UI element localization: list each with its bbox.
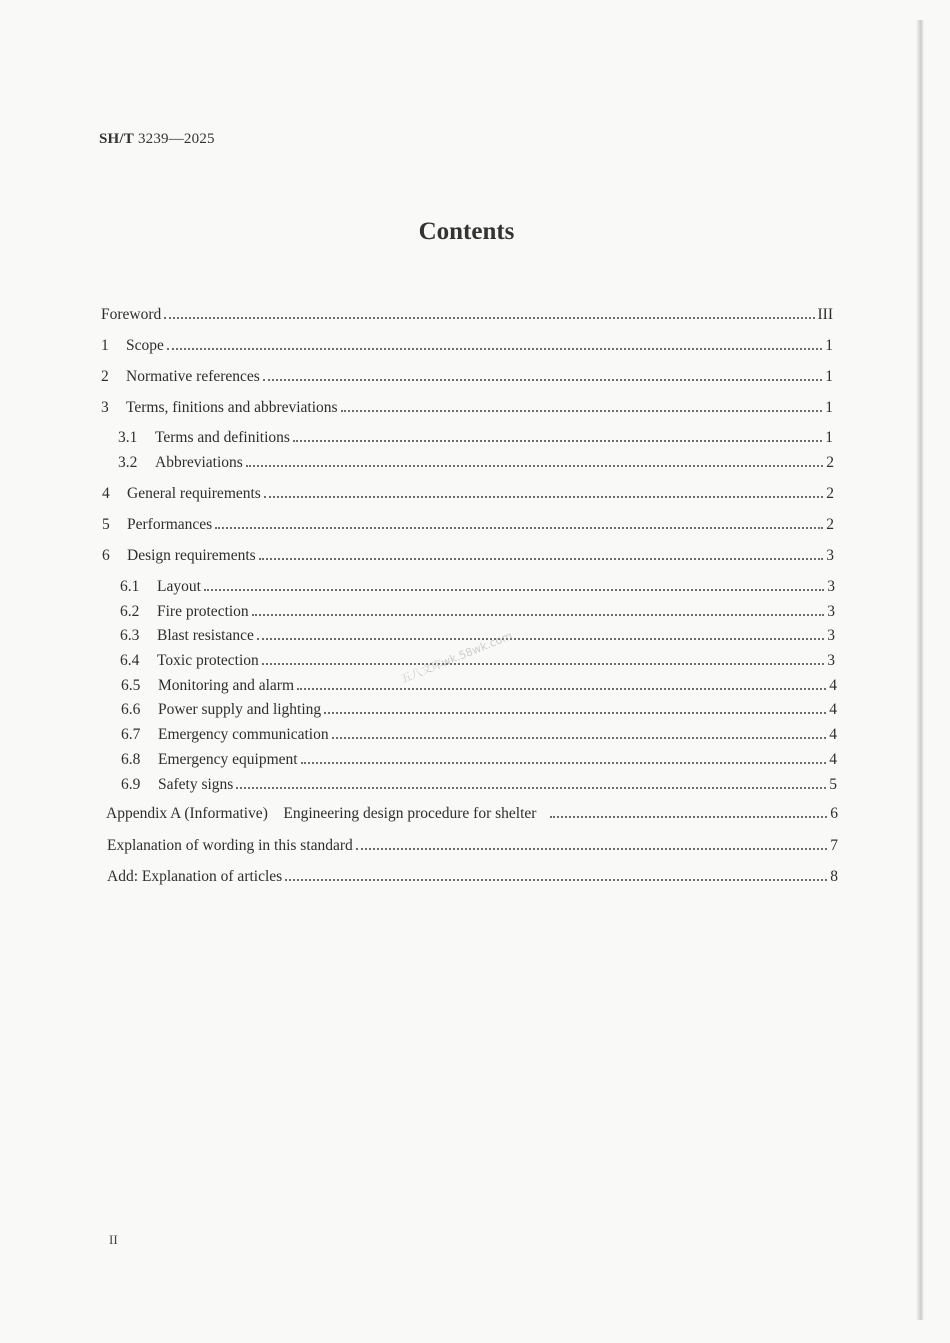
toc-entry-page: 6 xyxy=(830,805,838,822)
toc-entry-explanation-wording[interactable] xyxy=(107,837,838,855)
toc-entry-number: 6.6 xyxy=(121,701,141,718)
toc-entry-normative-references[interactable] xyxy=(101,368,833,386)
toc-entry-general-requirements[interactable] xyxy=(102,485,834,503)
toc-entry-page: 3 xyxy=(826,547,834,564)
dot-leader xyxy=(236,786,826,789)
dot-leader xyxy=(324,711,826,714)
toc-entry-scope[interactable] xyxy=(101,337,833,355)
toc-entry-page: 7 xyxy=(830,837,838,854)
standard-code xyxy=(99,131,215,148)
toc-entry-number: 6.4 xyxy=(120,652,140,669)
toc-entry-monitoring-alarm[interactable] xyxy=(121,677,837,695)
toc-entry-number: 6.3 xyxy=(120,627,140,644)
toc-entry-layout[interactable] xyxy=(120,578,835,596)
toc-entry-explanation-articles[interactable] xyxy=(107,868,838,886)
toc-entry-page: 1 xyxy=(825,399,833,416)
watermark-text: 五八文库wk.58wk.com xyxy=(398,629,515,686)
toc-entry-number: 6.9 xyxy=(121,776,141,793)
toc-entry-emergency-communication[interactable] xyxy=(121,726,837,744)
toc-entry-page: 1 xyxy=(825,429,833,446)
toc-entry-page: 4 xyxy=(829,751,837,768)
toc-entry-page: 4 xyxy=(829,726,837,743)
toc-entry-number: 6.7 xyxy=(121,726,141,743)
dot-leader xyxy=(285,878,827,881)
toc-entry-page: 1 xyxy=(825,337,833,354)
dot-leader xyxy=(167,347,822,350)
toc-entry-label: Performances xyxy=(127,516,213,533)
dot-leader xyxy=(252,613,825,616)
toc-entry-label: Toxic protection xyxy=(157,652,259,669)
dot-leader xyxy=(259,557,824,560)
dot-leader xyxy=(301,761,827,764)
toc-entry-label: Add: Explanation of articles xyxy=(107,868,283,885)
toc-entry-label: Monitoring and alarm xyxy=(158,677,295,694)
toc-entry-label: Abbreviations xyxy=(155,454,243,471)
toc-entry-label: Design requirements xyxy=(127,547,256,564)
dot-leader xyxy=(550,815,827,818)
toc-entry-page: 2 xyxy=(826,485,834,502)
toc-entry-label: Foreword xyxy=(101,306,162,323)
toc-entry-number: 2 xyxy=(101,368,109,385)
page-title: Contents xyxy=(418,218,515,245)
toc-entry-number: 6.2 xyxy=(120,603,140,620)
page-edge-shadow xyxy=(916,20,924,1320)
toc-entry-design-requirements[interactable] xyxy=(102,547,834,565)
dot-leader xyxy=(263,378,822,381)
dot-leader xyxy=(215,526,823,529)
toc-entry-page: 1 xyxy=(825,368,833,385)
toc-entry-fire-protection[interactable] xyxy=(120,603,835,621)
toc-entry-label: Layout xyxy=(157,578,201,595)
toc-entry-label: Terms and definitions xyxy=(155,429,290,446)
toc-entry-page: 5 xyxy=(829,776,837,793)
toc-entry-label: Power supply and lighting xyxy=(158,701,322,718)
standard-number: 3239—2025 xyxy=(137,131,215,147)
toc-entry-number: 6.1 xyxy=(120,578,140,595)
toc-entry-number: 6 xyxy=(102,547,110,564)
toc-entry-label: Appendix A (Informative) Engineering design procedure for shelter xyxy=(106,805,537,822)
toc-entry-label: General requirements xyxy=(127,485,261,502)
toc-entry-label: Normative references xyxy=(126,368,260,385)
toc-entry-page: III xyxy=(817,306,833,323)
toc-entry-page: 3 xyxy=(827,578,835,595)
toc-entry-number: 4 xyxy=(102,485,110,502)
toc-entry-emergency-equipment[interactable] xyxy=(121,751,837,769)
toc-entry-page: 2 xyxy=(826,454,834,471)
toc-entry-power-supply[interactable] xyxy=(121,701,837,719)
toc-entry-page: 8 xyxy=(830,868,838,885)
toc-entry-label: Blast resistance xyxy=(157,627,254,644)
toc-entry-page: 4 xyxy=(829,701,837,718)
toc-entry-terms-definitions[interactable] xyxy=(118,429,833,447)
dot-leader xyxy=(264,495,823,498)
dot-leader xyxy=(262,662,824,665)
toc-entry-number: 3.2 xyxy=(118,454,138,471)
toc-entry-number: 1 xyxy=(101,337,109,354)
toc-entry-terms[interactable] xyxy=(101,399,833,417)
toc-entry-page: 3 xyxy=(827,652,835,669)
dot-leader xyxy=(257,637,824,640)
dot-leader xyxy=(341,409,823,412)
toc-entry-page: 3 xyxy=(827,603,835,620)
toc-entry-label: Scope xyxy=(126,337,164,354)
toc-entry-number: 3.1 xyxy=(118,429,138,446)
toc-entry-page: 4 xyxy=(829,677,837,694)
toc-entry-label: Explanation of wording in this standard xyxy=(107,837,353,854)
toc-entry-number: 3 xyxy=(101,399,109,416)
dot-leader xyxy=(204,588,824,591)
toc-entry-page: 3 xyxy=(827,627,835,644)
toc-entry-safety-signs[interactable] xyxy=(121,776,837,794)
toc-entry-label: Terms, finitions and abbreviations xyxy=(126,399,338,416)
dot-leader xyxy=(293,439,822,442)
dot-leader xyxy=(332,736,827,739)
dot-leader xyxy=(356,847,827,850)
standard-series: SH/T xyxy=(99,131,134,147)
toc-entry-label: Safety signs xyxy=(158,776,234,793)
dot-leader xyxy=(246,464,823,467)
toc-entry-label: Emergency communication xyxy=(158,726,329,743)
toc-entry-number: 6.8 xyxy=(121,751,141,768)
toc-entry-label: Fire protection xyxy=(157,603,249,620)
toc-entry-appendix-a[interactable] xyxy=(106,805,838,823)
toc-entry-performances[interactable] xyxy=(102,516,834,534)
toc-entry-label: Emergency equipment xyxy=(158,751,298,768)
toc-entry-abbreviations[interactable] xyxy=(118,454,834,472)
toc-entry-foreword[interactable] xyxy=(101,306,833,324)
dot-leader xyxy=(297,687,826,690)
toc-entry-number: 5 xyxy=(102,516,110,533)
footer-page-number: II xyxy=(109,1232,118,1247)
dot-leader xyxy=(164,316,814,319)
toc-entry-number: 6.5 xyxy=(121,677,141,694)
toc-entry-page: 2 xyxy=(826,516,834,533)
